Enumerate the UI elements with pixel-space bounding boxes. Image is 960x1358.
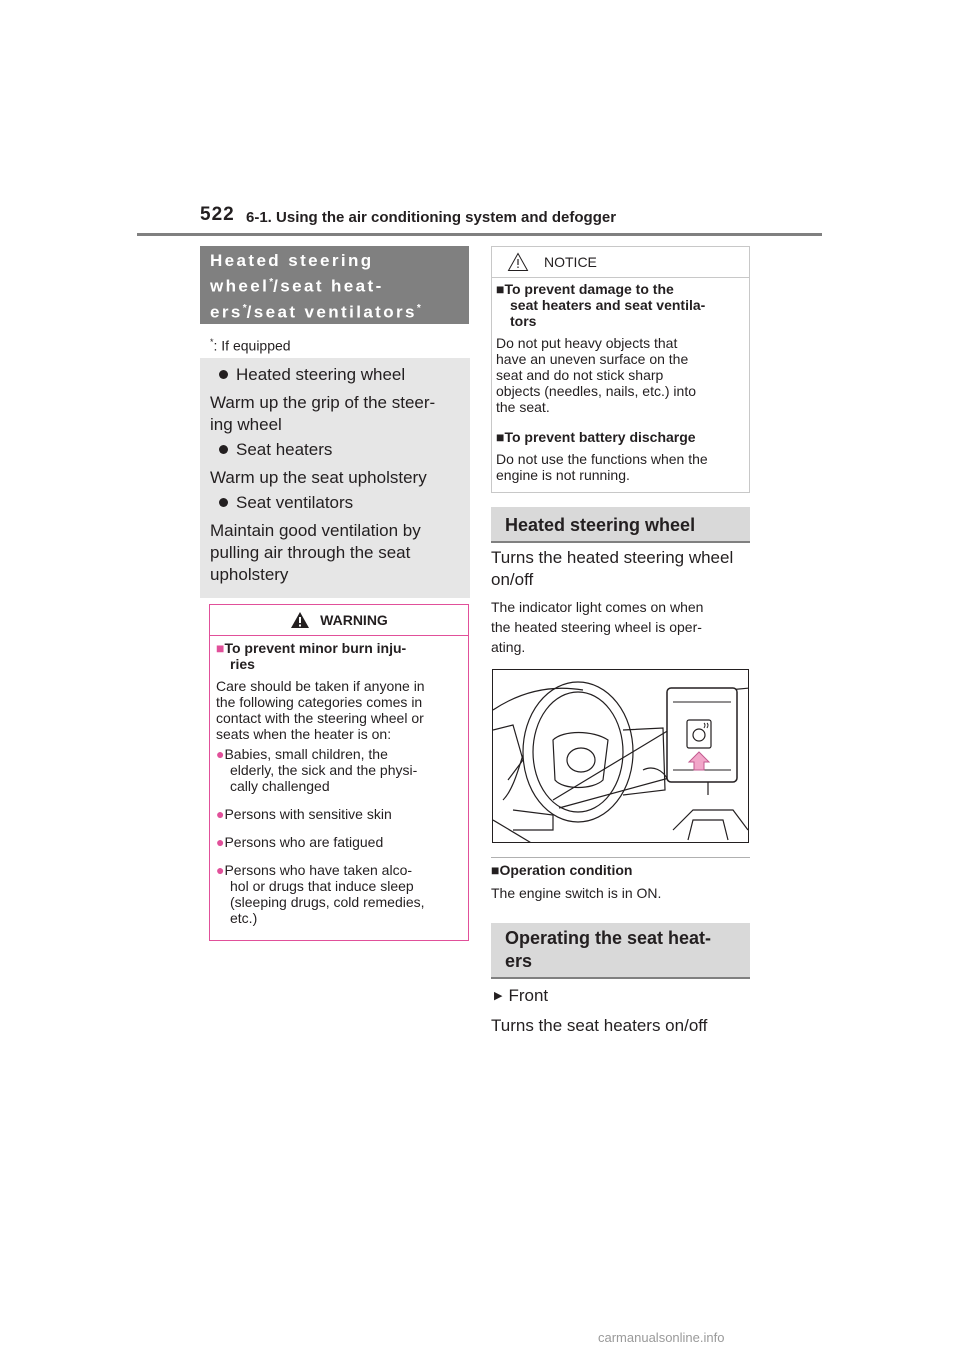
feature-desc (210, 520, 460, 586)
desc-line: pulling air through the seat (210, 543, 411, 562)
feature-item (210, 492, 460, 514)
section-text (491, 547, 733, 591)
desc-line: Warm up the seat upholstery (210, 468, 427, 487)
warning-box (209, 604, 469, 941)
text-line: Do not use the functions when the (496, 451, 708, 467)
bullet-line: elderly, the sick and the physi- (230, 762, 418, 778)
text-line: engine is not running. (496, 467, 630, 483)
text-line: seat and do not stick sharp (496, 367, 664, 383)
notice-subhead: ■To prevent damage to the seat heaters and seat ventila- tors (496, 281, 706, 329)
bullet-line: Persons who have taken alco- (224, 862, 413, 878)
bullet-line: Persons who are fatigued (224, 834, 384, 850)
text-line: on/off (491, 570, 534, 589)
bullet-line: hol or drugs that induce sleep (230, 878, 414, 894)
text-line: the heated steering wheel is oper- (491, 619, 702, 635)
asterisk-mark: * (242, 302, 247, 314)
desc-line: Maintain good ventilation by (210, 521, 421, 540)
warning-subhead: ■To prevent minor burn inju- ries (216, 640, 407, 672)
feature-item (210, 439, 460, 461)
warning-icon (290, 611, 310, 629)
section-title: 6-1. Using the air conditioning system and defogger (246, 209, 617, 226)
intro-line: Care should be taken if anyone in (216, 678, 425, 694)
feature-desc (210, 467, 460, 489)
warning-header (210, 605, 468, 636)
title-line-2b: /seat heat- (273, 276, 384, 296)
front-item (494, 986, 548, 1006)
warning-title: WARNING (320, 612, 388, 628)
operation-text: The engine switch is in ON. (491, 885, 662, 901)
bullet-line: Babies, small children, the (224, 746, 388, 762)
subhead-line: seat heaters and seat ventila- (510, 297, 706, 313)
subhead-line: To prevent minor burn inju- (224, 640, 407, 656)
desc-line: ing wheel (210, 415, 282, 434)
text-line: ating. (491, 639, 526, 655)
operation-condition-heading: ■Operation condition (491, 862, 633, 878)
notice-box (491, 246, 750, 493)
warning-body (210, 636, 468, 930)
divider (491, 857, 750, 858)
text-line: have an uneven surface on the (496, 351, 689, 367)
footnote (210, 337, 291, 354)
title-line-3a: ers (210, 302, 243, 322)
operation-title: Operation condition (499, 862, 633, 878)
text-line: the seat. (496, 399, 550, 415)
bullet-icon (219, 445, 228, 454)
notice-header (492, 247, 749, 278)
feature-list (200, 358, 470, 598)
warning-bullet: ●Persons with sensitive skin (216, 806, 392, 822)
feature-item (210, 364, 460, 386)
title-line-2a: wheel (210, 276, 270, 296)
footnote-text: : If equipped (213, 337, 291, 354)
intro-line: contact with the steering wheel or (216, 710, 424, 726)
bullet-line: etc.) (230, 910, 258, 926)
desc-line: Warm up the grip of the steer- (210, 393, 436, 412)
subhead-line: tors (510, 313, 537, 329)
notice-text (496, 451, 745, 483)
asterisk-mark: * (416, 302, 421, 314)
feature-label: Seat heaters (236, 440, 333, 459)
header-divider (137, 233, 822, 236)
triangle-right-icon: ▶ (494, 990, 503, 1002)
intro-line: seats when the heater is on: (216, 726, 392, 742)
text-line: Do not put heavy objects that (496, 335, 678, 351)
text-line: The indicator light comes on when (491, 599, 704, 615)
subhead-line: ries (230, 656, 255, 672)
notice-subhead: ■To prevent battery discharge (496, 429, 696, 445)
front-text: Turns the seat heaters on/off (491, 1016, 708, 1035)
notice-body (492, 278, 749, 486)
text-line: Turns the heated steering wheel (491, 548, 734, 567)
desc-line: upholstery (210, 565, 289, 584)
bullet-icon (219, 370, 228, 379)
dashboard-drawing (493, 670, 749, 843)
warning-bullet: ●Persons who have taken alco- hol or drugs that induce sleep (sleeping drugs, cold remedies, etc.) (216, 862, 425, 926)
section-heading: Heated steering wheel (491, 507, 750, 543)
bullet-line: Persons with sensitive skin (224, 806, 392, 822)
steering-wheel-illustration (492, 669, 749, 843)
title-line-1: Heated steering (210, 251, 374, 270)
bullet-icon (219, 498, 228, 507)
footnote-mark: * (210, 337, 214, 347)
subhead-line: To prevent damage to the (504, 281, 674, 297)
notice-title: NOTICE (544, 254, 597, 270)
warning-bullet: ●Persons who are fatigued (216, 834, 384, 850)
notice-text (496, 335, 745, 415)
section-note (491, 597, 703, 657)
asterisk-mark: * (269, 277, 274, 288)
title-line-3b: /seat ventilators (246, 302, 417, 322)
page-number: 522 (200, 204, 235, 225)
warning-bullet: ●Babies, small children, the elderly, the sick and the physi- cally challenged (216, 746, 418, 794)
intro-line: the following categories comes in (216, 694, 423, 710)
watermark: carmanualsonline.info (598, 1330, 725, 1345)
front-label: Front (508, 986, 549, 1005)
feature-desc (210, 392, 460, 436)
warning-intro (216, 678, 462, 742)
caution-icon (507, 252, 529, 272)
topic-title (200, 246, 469, 324)
bullet-line: (sleeping drugs, cold remedies, (230, 894, 425, 910)
subhead-line: To prevent battery discharge (504, 429, 696, 445)
feature-label: Seat ventilators (236, 493, 354, 512)
section-heading (491, 923, 750, 979)
heading-line: Operating the seat heat- (505, 928, 712, 948)
text-line: objects (needles, nails, etc.) into (496, 383, 696, 399)
feature-label: Heated steering wheel (236, 365, 406, 384)
heading-line: ers (505, 951, 533, 971)
bullet-line: cally challenged (230, 778, 330, 794)
